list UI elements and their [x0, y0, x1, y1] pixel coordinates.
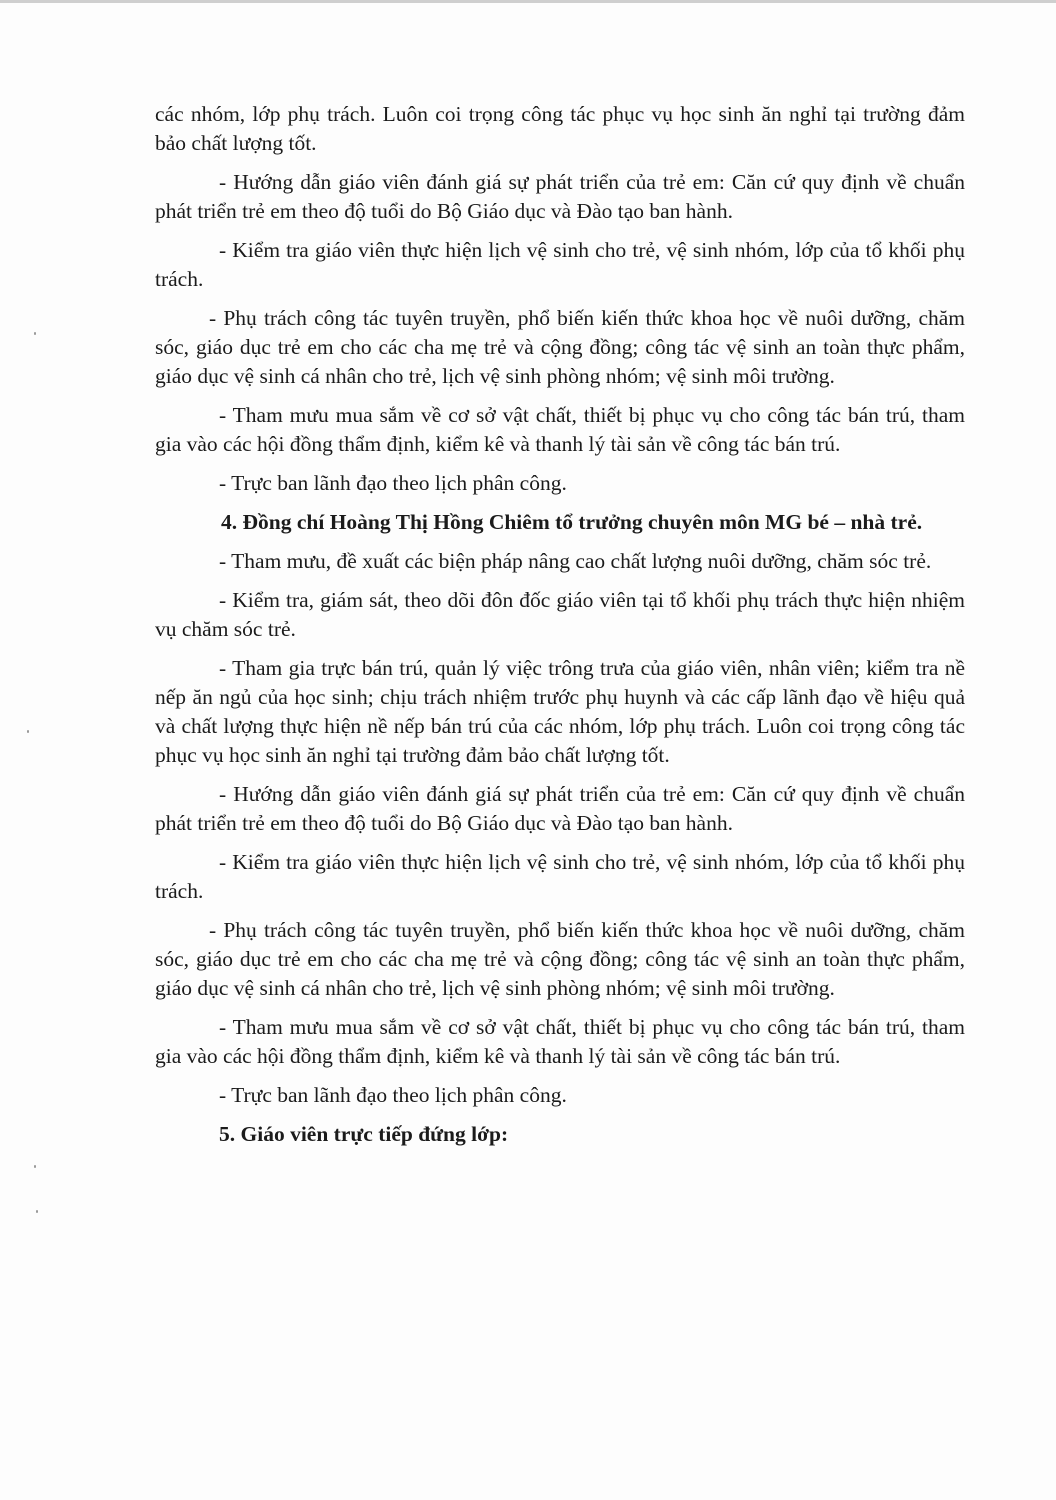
paragraph-supervise: - Kiểm tra, giám sát, theo dõi đôn đốc giáo viên tại tổ khối phụ trách thực hiện nhiệm vụ chăm sóc trẻ.	[155, 588, 965, 641]
paragraph-check-hygiene: - Kiểm tra giáo viên thực hiện lịch vệ sinh cho trẻ, vệ sinh nhóm, lớp của tổ khối phụ trách.	[155, 238, 965, 291]
paragraph-procurement: - Tham mưu mua sắm về cơ sở vật chất, thiết bị phục vụ cho công tác bán trú, tham gia vào các hội đồng thẩm định, kiểm kê và thanh lý tài sản về công tác bán trú.	[155, 403, 965, 456]
paragraph-propaganda: - Phụ trách công tác tuyên truyền, phổ biến kiến thức khoa học về nuôi dưỡng, chăm sóc, giáo dục trẻ em cho các cha mẹ trẻ và cộng đồng; công tác vệ sinh an toàn thực phẩm, giáo dục vệ sinh cá nhân cho trẻ, lịch vệ sinh phòng nhóm; vệ sinh môi trường.	[155, 306, 965, 388]
scan-speck	[27, 730, 29, 733]
paragraph-propaganda-2: - Phụ trách công tác tuyên truyền, phổ biến kiến thức khoa học về nuôi dưỡng, chăm sóc, giáo dục trẻ em cho các cha mẹ trẻ và cộng đồng; công tác vệ sinh an toàn thực phẩm, giáo dục vệ sinh cá nhân cho trẻ, lịch vệ sinh phòng nhóm; vệ sinh môi trường.	[155, 918, 965, 1000]
paragraph-duty-roster: - Trực ban lãnh đạo theo lịch phân công.	[219, 471, 567, 495]
section-heading-5: 5. Giáo viên trực tiếp đứng lớp:	[219, 1122, 509, 1146]
document-body	[155, 100, 965, 1159]
paragraph-continuation: các nhóm, lớp phụ trách. Luôn coi trọng công tác phục vụ học sinh ăn nghỉ tại trường đảm bảo chất lượng tốt.	[155, 102, 965, 155]
scan-speck	[34, 332, 36, 335]
paragraph-check-hygiene-2: - Kiểm tra giáo viên thực hiện lịch vệ sinh cho trẻ, vệ sinh nhóm, lớp của tổ khối phụ trách.	[155, 850, 965, 903]
paragraph-guide-assessment: - Hướng dẫn giáo viên đánh giá sự phát triển của trẻ em: Căn cứ quy định về chuẩn phát triển trẻ em theo độ tuổi do Bộ Giáo dục và Đào tạo ban hành.	[155, 170, 965, 223]
paragraph-guide-assessment-2: - Hướng dẫn giáo viên đánh giá sự phát triển của trẻ em: Căn cứ quy định về chuẩn phát triển trẻ em theo độ tuổi do Bộ Giáo dục và Đào tạo ban hành.	[155, 782, 965, 835]
section-heading-4: 4. Đồng chí Hoàng Thị Hồng Chiêm tổ trưởng chuyên môn MG bé – nhà trẻ.	[221, 510, 923, 534]
paragraph-duty-roster-2: - Trực ban lãnh đạo theo lịch phân công.	[219, 1083, 567, 1107]
paragraph-boarding-duty: - Tham gia trực bán trú, quản lý việc trông trưa của giáo viên, nhân viên; kiểm tra nề nếp ăn ngủ của học sinh; chịu trách nhiệm trước phụ huynh và các cấp lãnh đạo về hiệu quả và chất lượng thực hiện nề nếp bán trú của các nhóm, lớp phụ trách. Luôn coi trọng công tác phục vụ học sinh ăn nghỉ tại trường đảm bảo chất lượng tốt.	[155, 656, 965, 767]
paragraph-advise-measures: - Tham mưu, đề xuất các biện pháp nâng cao chất lượng nuôi dưỡng, chăm sóc trẻ.	[219, 549, 932, 573]
paragraph-procurement-2: - Tham mưu mua sắm về cơ sở vật chất, thiết bị phục vụ cho công tác bán trú, tham gia vào các hội đồng thẩm định, kiểm kê và thanh lý tài sản về công tác bán trú.	[155, 1015, 965, 1068]
scan-top-edge	[0, 0, 1056, 3]
scan-speck	[34, 1165, 36, 1168]
scan-speck	[36, 1210, 38, 1213]
